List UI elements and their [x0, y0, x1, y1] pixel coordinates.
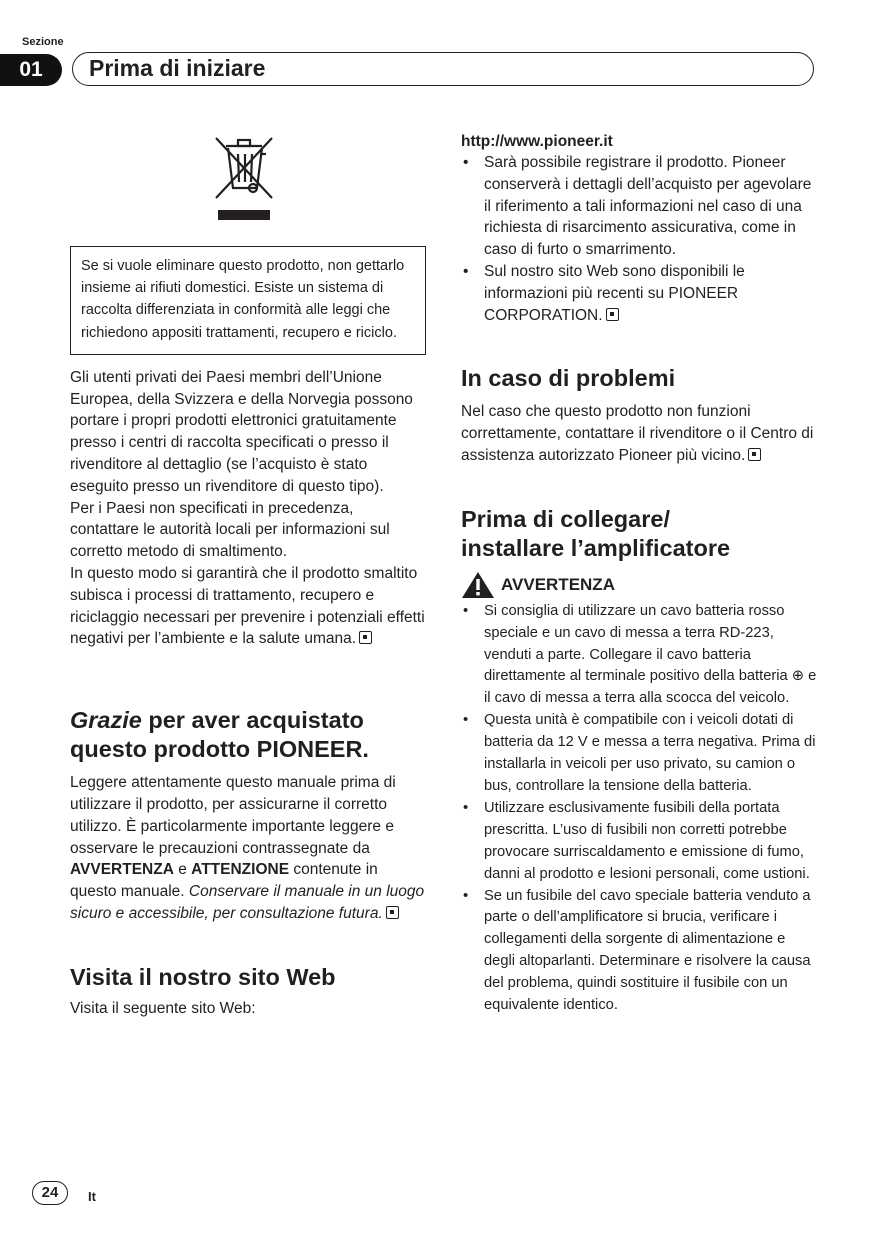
grazie-text-1: Leggere attentamente questo manuale prima di utilizzare il prodotto, per assicurarne il corretto utilizzo. È particolarmente importante leggere e osservare le precauzioni contrassegnate da: [70, 774, 396, 857]
warning-list: [461, 601, 817, 1017]
website-benefits-list: [461, 152, 817, 326]
grazie-heading: [70, 706, 426, 764]
list-item: [461, 261, 817, 326]
collegare-heading: [461, 505, 817, 563]
list-item: • Si consiglia di utilizzare un cavo batteria rosso speciale e un cavo di messa a terra RD-223, venduti a parte. Collegare il cavo batteria direttamente al terminale positivo della batteria ⊕ e il cavo di messa a terra alla scocca del veicolo.: [461, 601, 817, 711]
warning-triangle-icon: [461, 571, 495, 599]
eu-disposal-paragraph: Gli utenti privati dei Paesi membri dell’Unione Europea, della Svizzera e della Norvegia possono portare i propri prodotti elettronici gratuitamente presso i centri di raccolta specificati o presso il rivenditore al dettaglio (se l’acquisto è stato eseguito presso un rivenditore di questo tipo).: [70, 368, 413, 495]
list-item: • Se un fusibile del cavo speciale batteria venduto a parte o dell’amplificatore si brucia, verificare i collegamenti della sorgente di alimentazione e degli altoparlanti. Determinare e risolvere la causa del problema, quindi sostituire il fusibile con un equivalente identico.: [461, 886, 817, 1017]
grazie-heading-italic: Grazie: [70, 707, 142, 734]
problemi-heading: In caso di problemi: [461, 365, 676, 392]
grazie-heading-rest: per aver acquistato questo prodotto PIONEER.: [70, 707, 369, 763]
collegare-heading-line1: Prima di collegare/: [461, 505, 670, 532]
page-number: 24: [32, 1181, 68, 1205]
end-mark-icon: [359, 631, 372, 644]
crossed-out-bin-icon: [210, 132, 280, 224]
guarantee-paragraph: [70, 563, 426, 650]
end-mark-icon: [606, 308, 619, 321]
collegare-heading-line2: installare l’amplificatore: [461, 534, 731, 561]
list-item-text: Sul nostro sito Web sono disponibili le informazioni più recenti su PIONEER CORPORATION.: [484, 262, 745, 324]
left-column: [70, 132, 426, 1020]
list-item: • Questa unità è compatibile con i veicoli dotati di batteria da 12 V e messa a terra negativa. Prima di installarla in veicoli per uso privato, su camion o bus, controllare la tensione della batteria.: [461, 710, 817, 798]
grazie-italic-text: Conservare il manuale in un luogo sicuro e accessibile, per consultazione futura.: [70, 883, 425, 922]
grazie-bold-attenzione: ATTENZIONE: [191, 861, 290, 879]
problemi-paragraph: [461, 401, 817, 466]
weee-symbol: [70, 132, 426, 236]
right-column: [461, 132, 817, 1017]
pioneer-website-link[interactable]: http://www.pioneer.it: [461, 133, 613, 150]
warning-title: AVVERTENZA: [501, 574, 615, 594]
language-code: It: [88, 1189, 96, 1204]
end-mark-icon: [386, 906, 399, 919]
section-title: Prima di iniziare: [72, 52, 814, 86]
grazie-text-2: e: [173, 861, 192, 879]
end-mark-icon: [748, 448, 761, 461]
grazie-bold-avvertenza: AVVERTENZA: [70, 861, 174, 879]
visita-heading: Visita il nostro sito Web: [70, 963, 336, 990]
section-number: 01: [0, 54, 62, 86]
visita-text: Visita il seguente sito Web:: [70, 999, 256, 1017]
guarantee-text: In questo modo si garantirà che il prodotto smaltito subisca i processi di trattamento, recupero e riciclaggio necessari per prevenire i potenziali effetti negativi per l’ambiente e la salute umana.: [70, 564, 425, 648]
section-label: Sezione: [22, 36, 64, 48]
grazie-text-3: contenute in questo manuale.: [70, 861, 378, 901]
list-item: • Utilizzare esclusivamente fusibili della portata prescritta. L’uso di fusibili non corretti potrebbe provocare surriscaldamento e emissione di fumo, danni al prodotto e lesioni personali, come ustioni.: [461, 798, 817, 886]
other-countries-paragraph: Per i Paesi non specificati in precedenza, contattare le autorità locali per informazioni sul corretto metodo di smaltimento.: [70, 499, 390, 561]
warning-header: [461, 571, 817, 599]
grazie-paragraph: [70, 772, 426, 925]
problemi-text: Nel caso che questo prodotto non funzioni correttamente, contattare il rivenditore o il Centro di assistenza autorizzato Pioneer più vicino.: [461, 403, 814, 464]
disposal-notice-box: Se si vuole eliminare questo prodotto, non gettarlo insieme ai rifiuti domestici. Esiste un sistema di raccolta differenziata in conformità alle leggi che richiedono appositi trattamenti, recupero e riciclo.: [70, 246, 426, 355]
list-item-text: Sarà possibile registrare il prodotto. Pioneer conserverà i dettagli dell’acquisto per agevolare il riferimento a tali informazioni nel caso di una richiesta di risarcimento assicurativa, come in caso di furto o smarrimento.: [484, 154, 812, 259]
list-item: [461, 152, 817, 261]
